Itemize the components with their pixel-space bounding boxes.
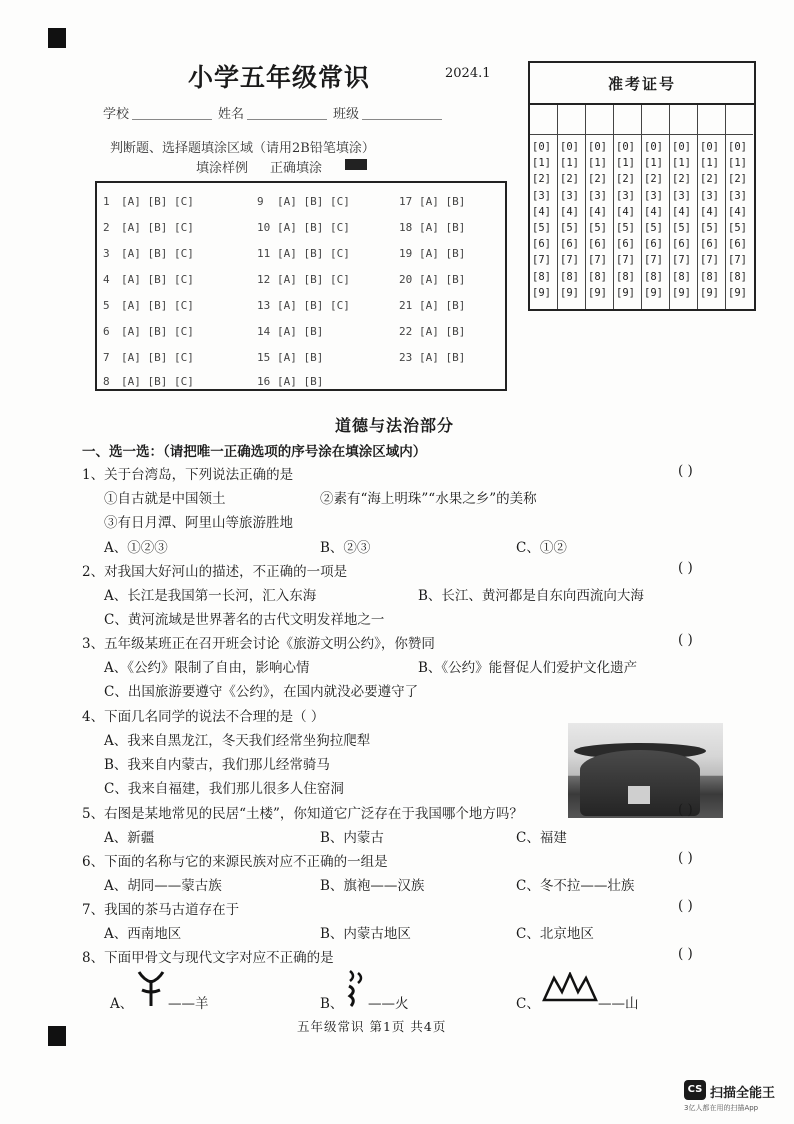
question-5-option-c[interactable]: C、福建 (516, 830, 567, 846)
exam-id-digit-bubble[interactable]: [3] (700, 189, 719, 202)
answer-item-num: 18 (399, 221, 413, 234)
answer-item-options[interactable]: [A] [B] [C] (277, 247, 350, 260)
question-2-stem: 2、对我国大好河山的描述，不正确的一项是 (82, 564, 348, 580)
exam-id-column (698, 105, 726, 309)
exam-id-digit-bubble[interactable]: [4] (532, 205, 551, 218)
question-2-option-c[interactable]: C、黄河流域是世界著名的古代文明发祥地之一 (104, 612, 385, 628)
question-4-stem: 4、下面几名同学的说法不合理的是（ ） (82, 709, 325, 725)
answer-item-num: 8 (103, 375, 110, 388)
camscanner-logo: CS (684, 1080, 706, 1100)
answer-item-num: 16 (257, 375, 271, 388)
exam-id-digit-bubble[interactable]: [3] (644, 189, 663, 202)
exam-id-digit-bubble[interactable]: [4] (644, 205, 663, 218)
exam-id-digit-bubble[interactable]: [4] (588, 205, 607, 218)
exam-id-digit-bubble[interactable]: [1] (700, 157, 719, 170)
exam-id-write-cell[interactable] (614, 105, 641, 135)
answer-item-options[interactable]: [A] [B] [C] (121, 247, 194, 260)
exam-id-digit-bubble[interactable]: [5] (728, 222, 747, 234)
exam-id-digit-bubble[interactable]: [0] (672, 141, 691, 153)
question-3-option-c[interactable]: C、出国旅游要遵守《公约》，在国内就没必要遵守了 (104, 684, 419, 700)
exam-title: 小学五年级常识 (188, 63, 371, 92)
answer-item-num: 6 (103, 325, 110, 338)
answer-item-num: 11 (257, 247, 271, 260)
question-8-option-a-char: ——羊 (168, 996, 209, 1012)
question-1-statement-2: ②素有“海上明珠”“水果之乡”的美称 (320, 491, 537, 507)
exam-id-digit-bubble[interactable]: [8] (672, 270, 691, 283)
answer-item-options[interactable]: [A] [B] (419, 195, 466, 208)
exam-id-digit-bubble[interactable]: [8] (700, 270, 719, 283)
question-2-answer-blank[interactable]: ( ) (678, 560, 693, 576)
exam-id-digit-bubble[interactable]: [2] (672, 173, 691, 186)
answer-item-num: 22 (399, 325, 413, 338)
exam-id-digit-bubble[interactable]: [2] (588, 173, 607, 186)
exam-id-digit-bubble[interactable]: [1] (728, 157, 747, 170)
exam-id-column (642, 105, 670, 309)
answer-item-num: 2 (103, 221, 110, 234)
exam-id-digit-bubble[interactable]: [4] (672, 205, 691, 218)
exam-id-write-cell[interactable] (726, 105, 753, 135)
question-6-option-a[interactable]: A、胡同——蒙古族 (104, 878, 222, 894)
exam-id-digit-bubble[interactable]: [5] (644, 222, 663, 234)
question-1-option-a[interactable]: A、①②③ (104, 540, 168, 556)
answer-item-num: 3 (103, 247, 110, 260)
answer-item-num: 9 (257, 195, 264, 208)
exam-id-digit-bubble[interactable]: [8] (560, 270, 579, 283)
question-4-option-a[interactable]: A、我来自黑龙江，冬天我们经常坐狗拉爬犁 (104, 733, 371, 749)
exam-id-write-cell[interactable] (558, 105, 585, 135)
oracle-sheep-glyph (136, 968, 166, 1008)
question-1-statement-1: ①自古就是中国领土 (104, 491, 226, 507)
answer-item-num: 17 (399, 195, 413, 208)
exam-id-box (528, 61, 756, 311)
exam-id-digit-bubble[interactable]: [1] (588, 157, 607, 170)
exam-id-digit-bubble[interactable]: [6] (532, 238, 551, 251)
exam-id-digit-bubble[interactable]: [6] (616, 238, 635, 251)
exam-date: 2024.1 (445, 66, 491, 81)
answer-item-options[interactable]: [A] [B] (419, 221, 466, 234)
exam-id-digit-bubble[interactable]: [9] (728, 286, 747, 299)
answer-item-num: 19 (399, 247, 413, 260)
question-8-option-c-char: ——山 (598, 996, 639, 1012)
question-3-option-b[interactable]: B、《公约》能督促人们爱护文化遗产 (418, 660, 638, 676)
exam-id-digit-bubble[interactable]: [6] (588, 238, 607, 251)
question-1-stem: 1、关于台湾岛，下列说法正确的是 (82, 467, 294, 483)
camscanner-tagline: 3亿人都在用的扫描App (684, 1104, 759, 1112)
question-2-option-b[interactable]: B、长江、黄河都是自东向西流向大海 (418, 588, 644, 604)
exam-id-digit-bubble[interactable]: [0] (532, 141, 551, 153)
exam-id-digit-bubble[interactable]: [2] (560, 173, 579, 186)
question-7-option-b[interactable]: B、内蒙古地区 (320, 926, 411, 942)
answer-item-options[interactable]: [A] [B] (419, 273, 466, 286)
question-8-option-c-prefix[interactable]: C、 (516, 996, 540, 1012)
exam-id-digit-bubble[interactable]: [7] (616, 254, 635, 267)
name-label: 姓名 (218, 107, 245, 122)
correct-fill-sample (345, 159, 367, 170)
question-5-option-a[interactable]: A、新疆 (104, 830, 155, 846)
exam-id-digit-bubble[interactable]: [6] (728, 238, 747, 251)
exam-id-digit-bubble[interactable]: [7] (532, 254, 551, 267)
question-6-answer-blank[interactable]: ( ) (678, 850, 693, 866)
question-7-stem: 7、我国的茶马古道存在于 (82, 902, 240, 918)
exam-id-digit-bubble[interactable]: [7] (728, 254, 747, 267)
question-7-option-a[interactable]: A、西南地区 (104, 926, 182, 942)
question-7-option-c[interactable]: C、北京地区 (516, 926, 594, 942)
answer-item-num: 7 (103, 351, 110, 364)
exam-id-column (614, 105, 642, 309)
question-6-option-b[interactable]: B、旗袍——汉族 (320, 878, 425, 894)
exam-id-digit-bubble[interactable]: [3] (672, 189, 691, 202)
question-1-statement-3: ③有日月潭、阿里山等旅游胜地 (104, 515, 293, 531)
answer-item-num: 5 (103, 299, 110, 312)
exam-id-digit-bubble[interactable]: [3] (616, 189, 635, 202)
question-4-option-b[interactable]: B、我来自内蒙古，我们那儿经常骑马 (104, 757, 330, 773)
registration-mark-bottom-left (48, 1026, 66, 1046)
exam-id-digit-bubble[interactable]: [3] (532, 189, 551, 202)
answer-item-options[interactable]: [A] [B] [C] (121, 273, 194, 286)
question-2-option-a[interactable]: A、长江是我国第一长河，汇入东海 (104, 588, 317, 604)
correct-fill-label: 正确填涂 (270, 161, 323, 176)
exam-id-digit-bubble[interactable]: [0] (616, 141, 635, 153)
answer-item-options[interactable]: [A] [B] (419, 325, 466, 338)
question-4-option-c[interactable]: C、我来自福建，我们那儿很多人住窑洞 (104, 781, 344, 797)
exam-id-digit-bubble[interactable]: [0] (644, 141, 663, 153)
exam-id-column (530, 105, 558, 309)
exam-id-digit-bubble[interactable]: [2] (616, 173, 635, 186)
exam-id-digit-bubble[interactable]: [7] (588, 254, 607, 267)
answer-item-options[interactable]: [A] [B] (419, 247, 466, 260)
answer-item-options[interactable]: [A] [B] [C] (121, 221, 194, 234)
exam-id-column (558, 105, 586, 309)
exam-id-digit-bubble[interactable]: [3] (560, 189, 579, 202)
exam-id-digit-bubble[interactable]: [3] (588, 189, 607, 202)
exam-id-digit-bubble[interactable]: [1] (644, 157, 663, 170)
exam-id-digit-bubble[interactable]: [4] (700, 205, 719, 218)
question-8-stem: 8、下面甲骨文与现代文字对应不正确的是 (82, 950, 334, 966)
exam-id-digit-bubble[interactable]: [9] (672, 286, 691, 299)
exam-id-digit-bubble[interactable]: [6] (644, 238, 663, 251)
exam-id-digit-bubble[interactable]: [5] (616, 222, 635, 234)
question-8-option-a-prefix[interactable]: A、 (110, 996, 134, 1012)
oracle-mountain-glyph (542, 972, 598, 1002)
exam-id-digit-bubble[interactable]: [9] (616, 286, 635, 299)
exam-id-digit-bubble[interactable]: [5] (672, 222, 691, 234)
answer-item-num: 14 (257, 325, 271, 338)
question-8-option-b-prefix[interactable]: B、 (320, 996, 344, 1012)
exam-id-digit-bubble[interactable]: [9] (588, 286, 607, 299)
answer-item-options[interactable]: [A] [B] [C] (121, 325, 194, 338)
exam-id-digit-bubble[interactable]: [8] (644, 270, 663, 283)
answer-item-options[interactable]: [A] [B] (277, 325, 324, 338)
answer-item-num: 4 (103, 273, 110, 286)
question-7-answer-blank[interactable]: ( ) (678, 898, 693, 914)
answer-item-num: 23 (399, 351, 413, 364)
answer-item-options[interactable]: [A] [B] [C] (277, 221, 350, 234)
answer-item-options[interactable]: [A] [B] [C] (121, 299, 194, 312)
exam-id-write-cell[interactable] (642, 105, 669, 135)
question-3-option-a[interactable]: A、《公约》限制了自由，影响心情 (104, 660, 310, 676)
exam-id-digit-bubble[interactable]: [7] (644, 254, 663, 267)
name-underline (247, 119, 327, 120)
exam-id-digit-bubble[interactable]: [5] (532, 222, 551, 234)
answer-item-num: 20 (399, 273, 413, 286)
answer-item-num: 12 (257, 273, 271, 286)
class-label: 班级 (333, 107, 360, 122)
answer-item-num: 10 (257, 221, 271, 234)
exam-id-digit-bubble[interactable]: [4] (560, 205, 579, 218)
question-5-stem: 5、右图是某地常见的民居“土楼”，你知道它广泛存在于我国哪个地方吗？ (82, 806, 523, 822)
question-5-option-b[interactable]: B、内蒙古 (320, 830, 384, 846)
tulou-gate (628, 786, 650, 804)
exam-id-digit-bubble[interactable]: [9] (700, 286, 719, 299)
question-1-option-b[interactable]: B、②③ (320, 540, 371, 556)
exam-id-digit-bubble[interactable]: [0] (728, 141, 747, 153)
sample-label: 填涂样例 (196, 161, 249, 176)
class-underline (362, 119, 442, 120)
exam-id-digit-bubble[interactable]: [7] (700, 254, 719, 267)
page-footer: 五年级常识 第1页 共4页 (297, 1019, 447, 1034)
question-3-answer-blank[interactable]: ( ) (678, 632, 693, 648)
exam-id-digit-bubble[interactable]: [7] (672, 254, 691, 267)
exam-id-digit-bubble[interactable]: [6] (560, 238, 579, 251)
answer-item-options[interactable]: [A] [B] [C] (277, 299, 350, 312)
question-5-answer-blank[interactable]: ( ) (678, 802, 693, 818)
answer-item-options[interactable]: [A] [B] [C] (121, 195, 194, 208)
school-label: 学校 (103, 107, 130, 122)
exam-id-digit-bubble[interactable]: [9] (644, 286, 663, 299)
exam-id-digit-bubble[interactable]: [9] (560, 286, 579, 299)
exam-id-digit-bubble[interactable]: [1] (560, 157, 579, 170)
exam-id-digit-bubble[interactable]: [4] (728, 205, 747, 218)
question-8-answer-blank[interactable]: ( ) (678, 946, 693, 962)
oracle-fire-glyph (344, 968, 366, 1008)
answer-bubble-area (95, 181, 507, 391)
exam-id-digit-bubble[interactable]: [3] (728, 189, 747, 202)
answer-item-options[interactable]: [A] [B] (419, 351, 466, 364)
school-underline (132, 119, 212, 120)
exam-id-write-cell[interactable] (698, 105, 725, 135)
exam-id-digit-bubble[interactable]: [7] (560, 254, 579, 267)
exam-id-write-cell[interactable] (670, 105, 697, 135)
answer-item-num: 15 (257, 351, 271, 364)
exam-id-digit-bubble[interactable]: [1] (672, 157, 691, 170)
exam-id-column (670, 105, 698, 309)
section-title: 道德与法治部分 (335, 416, 455, 435)
exam-id-digit-bubble[interactable]: [1] (616, 157, 635, 170)
exam-id-column (726, 105, 754, 309)
tulou-photo (568, 723, 723, 818)
exam-id-digit-bubble[interactable]: [5] (588, 222, 607, 234)
exam-id-digit-bubble[interactable]: [5] (560, 222, 579, 234)
camscanner-name: 扫描全能王 (710, 1086, 776, 1101)
question-6-stem: 6、下面的名称与它的来源民族对应不正确的一组是 (82, 854, 388, 870)
answer-item-options[interactable]: [A] [B] (277, 351, 324, 364)
exam-id-digit-bubble[interactable]: [2] (644, 173, 663, 186)
answer-item-options[interactable]: [A] [B] (277, 375, 324, 388)
exam-id-digit-bubble[interactable]: [2] (700, 173, 719, 186)
answer-item-num: 13 (257, 299, 271, 312)
answer-item-options[interactable]: [A] [B] [C] (121, 375, 194, 388)
part-heading: 一、选一选：（请把唯一正确选项的序号涂在填涂区域内） (82, 444, 427, 460)
exam-id-write-cell[interactable] (530, 105, 557, 135)
exam-id-digit-bubble[interactable]: [6] (672, 238, 691, 251)
exam-id-digit-bubble[interactable]: [8] (728, 270, 747, 283)
exam-id-digit-bubble[interactable]: [0] (588, 141, 607, 153)
answer-item-options[interactable]: [A] [B] [C] (121, 351, 194, 364)
question-1-option-c[interactable]: C、①② (516, 540, 567, 556)
answer-item-options[interactable]: [A] [B] [C] (277, 195, 350, 208)
answer-item-options[interactable]: [A] [B] (419, 299, 466, 312)
answer-item-num: 1 (103, 195, 110, 208)
exam-id-digit-bubble[interactable]: [0] (700, 141, 719, 153)
exam-id-digit-bubble[interactable]: [2] (728, 173, 747, 186)
exam-id-digit-bubble[interactable]: [8] (616, 270, 635, 283)
question-3-stem: 3、五年级某班正在召开班会讨论《旅游文明公约》，你赞同 (82, 636, 435, 652)
exam-id-column (586, 105, 614, 309)
exam-id-digit-bubble[interactable]: [1] (532, 157, 551, 170)
exam-id-digit-bubble[interactable]: [5] (700, 222, 719, 234)
registration-mark-top-left (48, 28, 66, 48)
exam-id-write-cell[interactable] (586, 105, 613, 135)
exam-id-title: 准考证号 (530, 63, 754, 105)
question-6-option-c[interactable]: C、冬不拉——壮族 (516, 878, 635, 894)
answer-area-instruction: 判断题、选择题填涂区域（请用2B铅笔填涂） (110, 141, 375, 156)
exam-id-digit-bubble[interactable]: [0] (560, 141, 579, 153)
exam-id-digit-bubble[interactable]: [6] (700, 238, 719, 251)
exam-id-digit-bubble[interactable]: [8] (588, 270, 607, 283)
answer-item-num: 21 (399, 299, 413, 312)
exam-id-digit-bubble[interactable]: [8] (532, 270, 551, 283)
exam-id-digit-bubble[interactable]: [9] (532, 286, 551, 299)
question-1-answer-blank[interactable]: ( ) (678, 463, 693, 479)
answer-item-options[interactable]: [A] [B] [C] (277, 273, 350, 286)
exam-id-digit-bubble[interactable]: [2] (532, 173, 551, 186)
question-8-option-b-char: ——火 (368, 996, 409, 1012)
exam-id-digit-bubble[interactable]: [4] (616, 205, 635, 218)
